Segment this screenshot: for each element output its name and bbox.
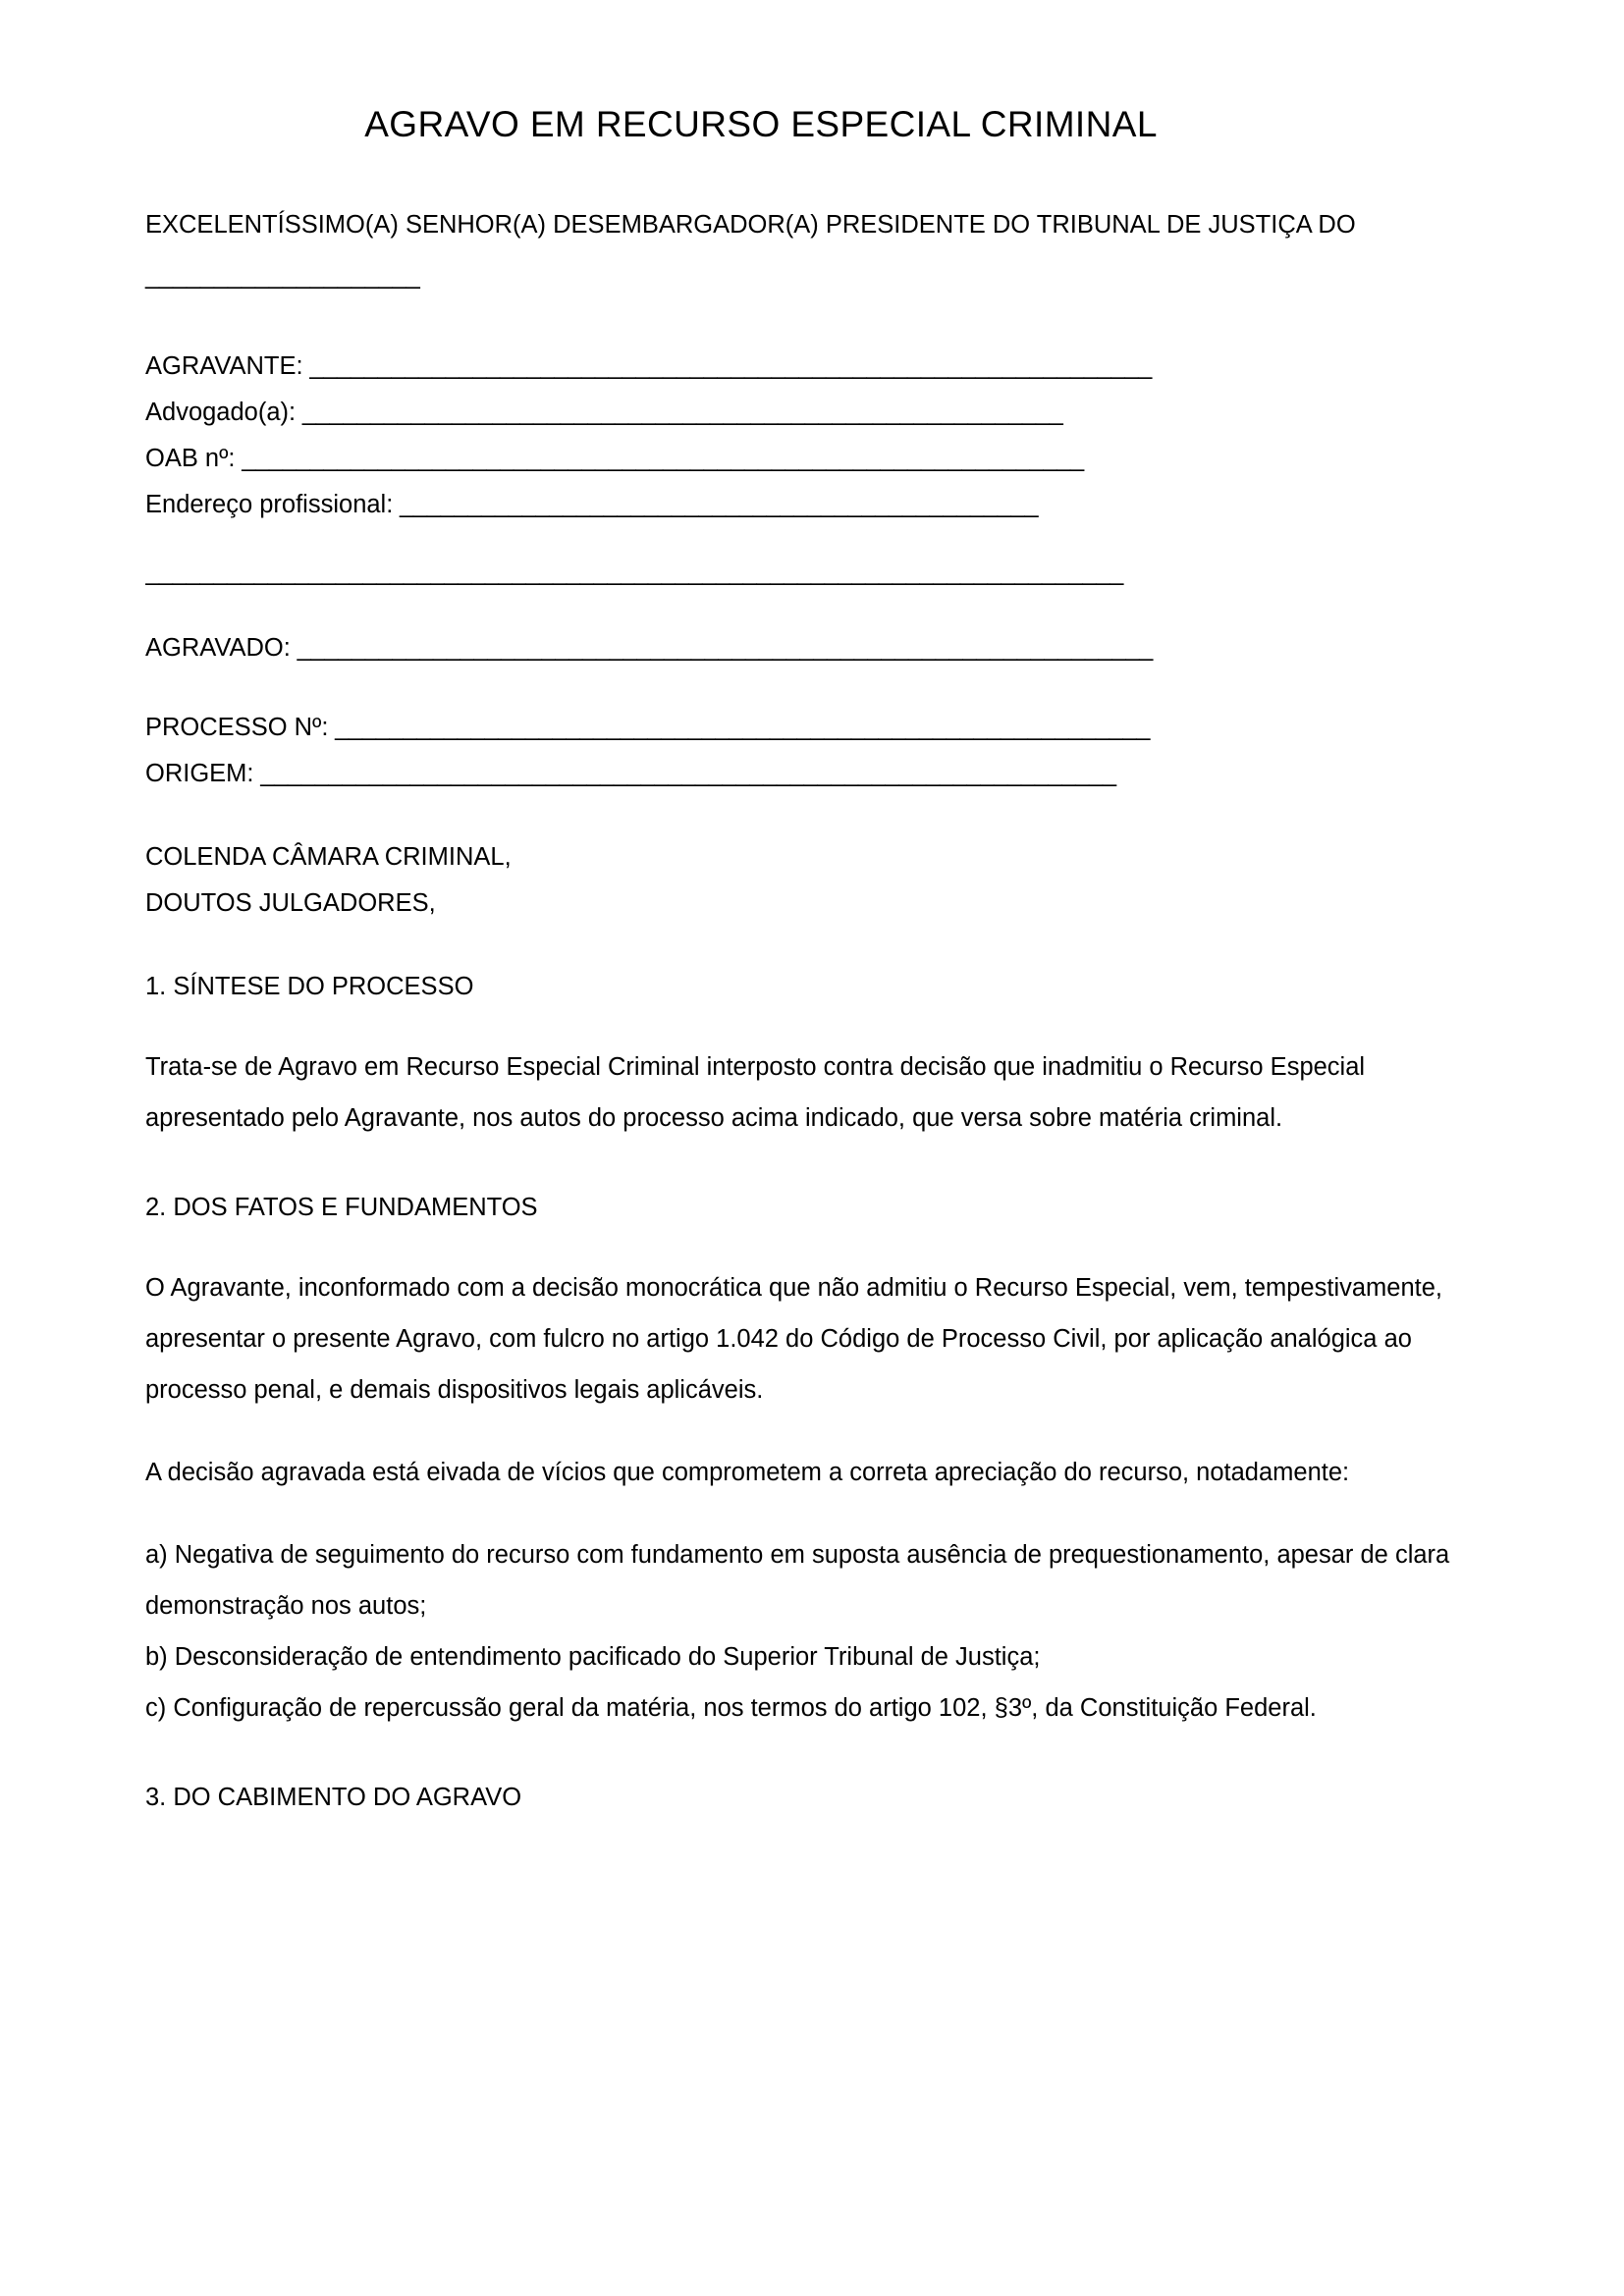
section-2-paragraph-2: A decisão agravada está eivada de vícios que comprometem a correta apreciação do recurso, notadamente: bbox=[145, 1459, 1350, 1487]
spacer-parties bbox=[145, 528, 1481, 550]
page-title: AGRAVO EM RECURSO ESPECIAL CRIMINAL bbox=[364, 104, 1158, 144]
addressee-blank-field: ____________________ bbox=[145, 262, 420, 291]
spacer-rule bbox=[145, 596, 1481, 625]
spacer-salutation bbox=[145, 927, 1481, 964]
addressee-line: EXCELENTÍSSIMO(A) SENHOR(A) DESEMBARGADOR(A) PRESIDENTE DO TRIBUNAL DE JUSTIÇA DO bbox=[145, 211, 1356, 240]
salutation-line-1: COLENDA CÂMARA CRIMINAL, bbox=[145, 843, 512, 872]
spacer-title bbox=[145, 147, 1481, 199]
field-processo-numero bbox=[145, 705, 1481, 751]
section-2-heading: 2. DOS FATOS E FUNDAMENTOS bbox=[145, 1194, 538, 1222]
field-agravado bbox=[145, 625, 1481, 671]
section-2-paragraph-1: O Agravante, inconformado com a decisão monocrática que não admitiu o Recurso Especial, vem, tempestivamente, apresentar o presente Agravo, com fulcro no artigo 1.042 do Código de Processo Civil, por aplicação analógica ao processo penal, e demais dispositivos legais aplicáveis. bbox=[145, 1274, 1443, 1405]
spacer-agravado bbox=[145, 671, 1481, 705]
section-3-heading: 3. DO CABIMENTO DO AGRAVO bbox=[145, 1784, 522, 1812]
spacer-section-2-heading bbox=[145, 1144, 1481, 1185]
section-2-item-list bbox=[145, 1529, 1481, 1734]
field-processo-label: PROCESSO Nº: bbox=[145, 714, 329, 742]
spacer-section-2-items bbox=[145, 1498, 1481, 1529]
field-advogado bbox=[145, 390, 1481, 436]
list-item: a) Negativa de seguimento do recurso com fundamento em suposta ausência de prequestionamento, apesar de clara demonstração nos autos; bbox=[145, 1541, 1450, 1621]
spacer-addressee bbox=[145, 301, 1481, 344]
field-agravante bbox=[145, 344, 1481, 390]
field-endereco-blank: _______________________________________________ bbox=[393, 491, 1039, 519]
field-endereco-label: Endereço profissional: bbox=[145, 491, 394, 519]
field-processo-blank: ____________________________________________________________ bbox=[328, 714, 1151, 742]
list-item: c) Configuração de repercussão geral da matéria, nos termos do artigo 102, §3º, da Constituição Federal. bbox=[145, 1694, 1317, 1723]
field-agravado-blank: _______________________________________________________________ bbox=[290, 634, 1153, 663]
field-origem bbox=[145, 751, 1481, 797]
list-item: b) Desconsideração de entendimento pacificado do Superior Tribunal de Justiça; bbox=[145, 1643, 1041, 1672]
field-advogado-label: Advogado(a): bbox=[145, 399, 297, 427]
section-1-paragraph-1: Trata-se de Agravo em Recurso Especial Criminal interposto contra decisão que inadmitiu o Recurso Especial apresentado pelo Agravante, nos autos do processo acima indicado, que versa sobre matéria criminal. bbox=[145, 1053, 1366, 1133]
field-agravante-label: AGRAVANTE: bbox=[145, 352, 303, 381]
spacer-section-3-heading bbox=[145, 1734, 1481, 1775]
process-block bbox=[145, 705, 1481, 797]
field-oab-blank: ______________________________________________________________ bbox=[235, 445, 1084, 473]
field-advogado-blank: ________________________________________________________ bbox=[296, 399, 1063, 427]
field-endereco-profissional bbox=[145, 482, 1481, 528]
endereco-continuation-rule: ________________________________________________________________________ bbox=[145, 559, 1123, 587]
field-agravado-label: AGRAVADO: bbox=[145, 634, 291, 663]
field-agravante-blank: ______________________________________________________________ bbox=[302, 352, 1152, 381]
field-oab-label: OAB nº: bbox=[145, 445, 236, 473]
spacer-processo bbox=[145, 797, 1481, 834]
spacer-section-2 bbox=[145, 1231, 1481, 1262]
spacer-section-1 bbox=[145, 1010, 1481, 1041]
field-origem-label: ORIGEM: bbox=[145, 760, 254, 788]
section-1-heading: 1. SÍNTESE DO PROCESSO bbox=[145, 973, 474, 1001]
salutation-block bbox=[145, 834, 1481, 927]
parties-block bbox=[145, 344, 1481, 528]
document-body bbox=[145, 0, 1481, 1821]
field-oab bbox=[145, 436, 1481, 482]
salutation-line-2: DOUTOS JULGADORES, bbox=[145, 889, 436, 918]
field-origem-blank: _______________________________________________________________ bbox=[253, 760, 1116, 788]
spacer-section-2-para-2 bbox=[145, 1415, 1481, 1447]
